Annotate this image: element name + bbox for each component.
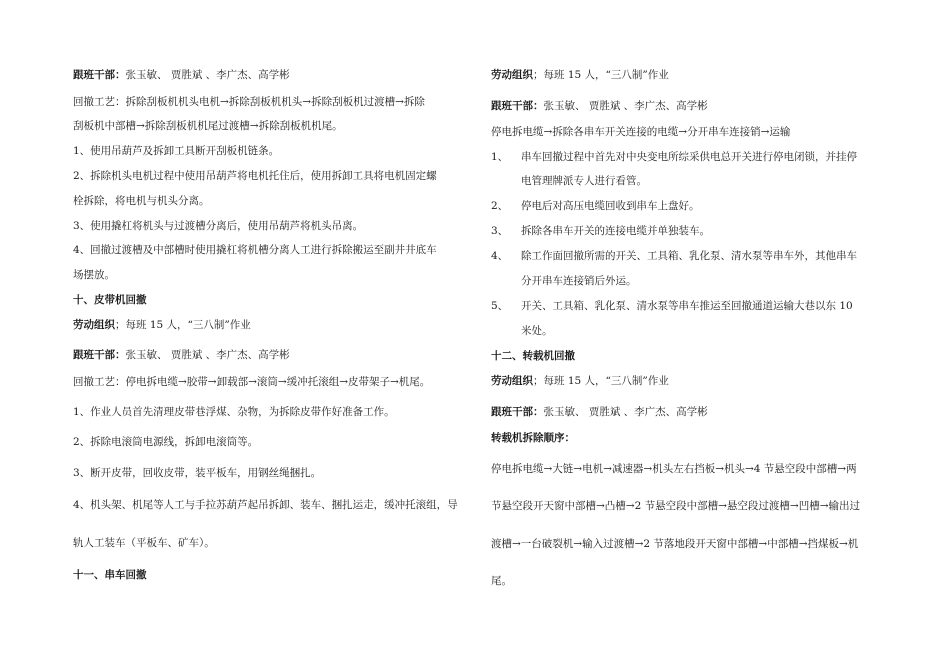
paragraph-line: 2、拆除电滚筒电源线，拆卸电滚筒等。 xyxy=(73,436,259,448)
labor-org-line xyxy=(491,374,669,388)
text: 张玉敏、 贾胜斌 、李广杰、高学彬 xyxy=(125,349,290,361)
label: 劳动组织 xyxy=(73,319,115,331)
list-text: 串车回撤过程中首先对中央变电所综采供电总开关进行停电闭锁，并挂停 xyxy=(521,151,857,163)
paragraph-line: 尾。 xyxy=(491,575,512,587)
label: 跟班干部： xyxy=(491,406,544,418)
list-text: 分开串车连接销后外运。 xyxy=(521,275,637,287)
list-number: 3、 xyxy=(491,225,509,237)
paragraph-line: 1、使用吊葫芦及拆卸工具断开刮板机链条。 xyxy=(73,145,280,157)
paragraph-line: 2、拆除机头电机过程中使用吊葫芦将电机托住后，使用拆卸工具将电机固定螺 xyxy=(73,170,437,182)
paragraph-line: 场摆放。 xyxy=(73,269,115,281)
paragraph-line: 栓拆除，将电机与机头分离。 xyxy=(73,195,210,207)
list-number: 5、 xyxy=(491,300,509,312)
text: 张玉敏、 贾胜斌 、李广杰、高学彬 xyxy=(543,406,708,418)
section-heading: 十二、转载机回撤 xyxy=(491,350,575,362)
list-text: 米处。 xyxy=(521,325,553,337)
shift-cadre-line xyxy=(491,405,708,419)
paragraph-line: 1、作业人员首先清理皮带巷浮煤、杂物，为拆除皮带作好准备工作。 xyxy=(73,406,395,418)
list-number: 1、 xyxy=(491,151,509,163)
shift-cadre-line xyxy=(73,68,290,82)
list-text: 除工作面回撤所需的开关、工具箱、乳化泵、清水泵等串车外，其他串车 xyxy=(521,250,857,262)
subheading: 转载机拆除顺序： xyxy=(491,432,575,444)
paragraph-line: 4、机头架、机尾等人工与手拉苏葫芦起吊拆卸、装车、捆扎运走，缓冲托滚组，导 xyxy=(73,499,458,511)
text: 张玉敏、 贾胜斌 、李广杰、高学彬 xyxy=(125,69,290,81)
label: 劳动组织 xyxy=(491,69,533,81)
paragraph-line: 停电拆电缆→拆除各串车开关连接的电缆→分开串车连接销→运输 xyxy=(491,126,791,138)
paragraph-line: 节悬空段开天窗中部槽→凸槽→2 节悬空段中部槽→悬空段过渡槽→凹槽→输出过 xyxy=(491,500,861,512)
list-text: 停电后对高压电缆回收到串车上盘好。 xyxy=(521,200,700,212)
label: 跟班干部： xyxy=(73,349,126,361)
shift-cadre-line xyxy=(491,99,708,113)
paragraph-line: 停电拆电缆→大链→电机→减速器→机头左右挡板→机头→4 节悬空段中部槽→两 xyxy=(491,463,857,475)
labor-org-line xyxy=(73,318,251,332)
list-text: 拆除各串车开关的连接电缆并单独装车。 xyxy=(521,225,710,237)
paragraph-line: 4、回撤过渡槽及中部槽时使用撬杠将机槽分离人工进行拆除搬运至副井井底车 xyxy=(73,244,437,256)
text: ；每班 15 人，“三八制”作业 xyxy=(533,375,669,387)
label: 跟班干部： xyxy=(491,100,544,112)
label: 跟班干部： xyxy=(73,69,126,81)
paragraph-line: 刮板机中部槽→拆除刮板机机尾过渡槽→拆除刮板机机尾。 xyxy=(73,120,343,132)
label: 劳动组织 xyxy=(491,375,533,387)
text: ；每班 15 人，“三八制”作业 xyxy=(115,319,251,331)
paragraph-line: 回撤工艺：停电拆电缆→胶带→卸载部→滚筒→缓冲托滚组→皮带架子→机尾。 xyxy=(73,376,431,388)
paragraph-line: 回撤工艺：拆除刮板机机头电机→拆除刮板机机头→拆除刮板机过渡槽→拆除 xyxy=(73,96,425,108)
section-heading: 十、皮带机回撤 xyxy=(73,294,147,306)
list-text: 开关、工具箱、乳化泵、清水泵等串车推运至回撤通道运输大巷以东 10 xyxy=(521,300,853,312)
paragraph-line: 轨人工装车（平板车、矿车）。 xyxy=(73,537,215,549)
paragraph-line: 3、断开皮带，回收皮带，装平板车，用钢丝绳捆扎。 xyxy=(73,467,322,479)
text: 张玉敏、 贾胜斌 、李广杰、高学彬 xyxy=(543,100,708,112)
paragraph-line: 渡槽→一台破裂机→输入过渡槽→2 节落地段开天窗中部槽→中部槽→挡煤板→机 xyxy=(491,538,859,550)
shift-cadre-line xyxy=(73,348,290,362)
list-text: 电管理牌派专人进行看管。 xyxy=(521,175,647,187)
paragraph-line: 3、使用撬杠将机头与过渡槽分离后，使用吊葫芦将机头吊离。 xyxy=(73,220,364,232)
list-number: 4、 xyxy=(491,250,509,262)
labor-org-line xyxy=(491,68,669,82)
section-heading: 十一、串车回撤 xyxy=(73,569,147,581)
list-number: 2、 xyxy=(491,200,509,212)
text: ；每班 15 人，“三八制”作业 xyxy=(533,69,669,81)
